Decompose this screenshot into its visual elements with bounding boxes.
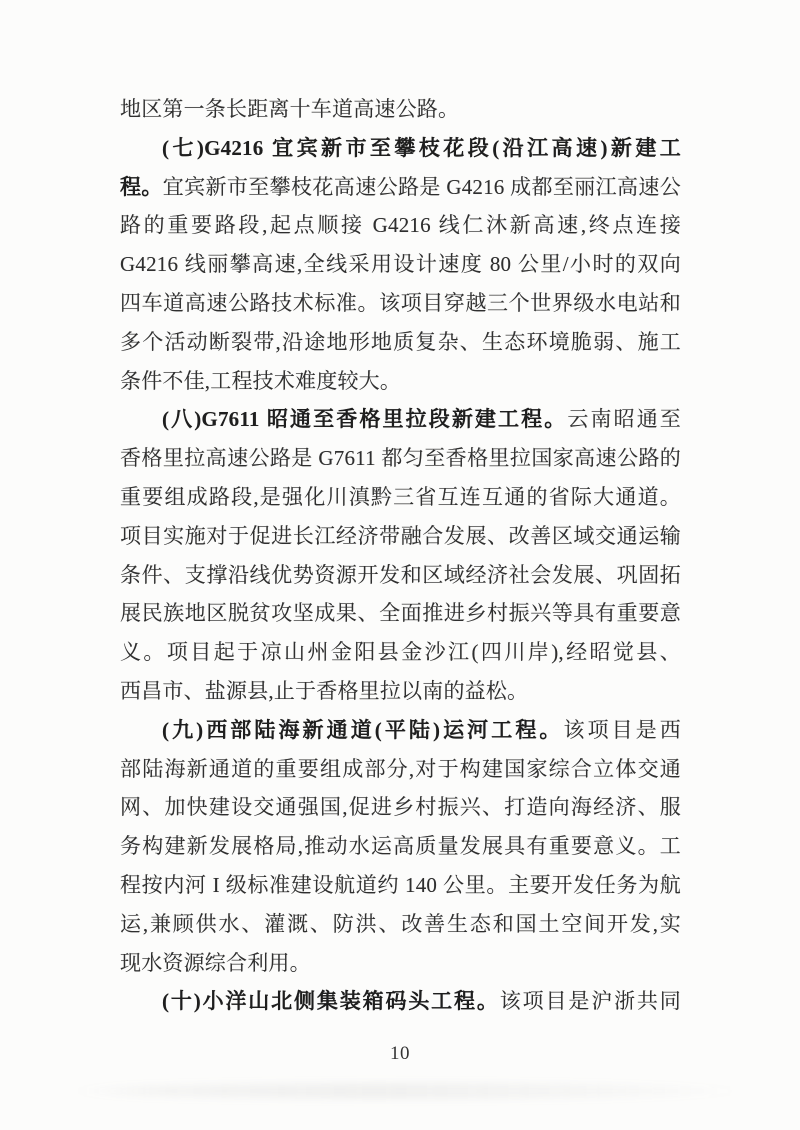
body-text-run: 该项目是沪浙共同 [499, 989, 681, 1014]
text-line [120, 556, 681, 595]
body-text-run: 现水资源综合利用。 [120, 950, 311, 975]
body-text-run: 四车道高速公路技术标准。该项目穿越三个世界级水电站和 [120, 290, 681, 315]
heading-text-run: (十)小洋山北侧集装箱码头工程。 [162, 989, 500, 1014]
body-text-run: 路的重要路段,起点顺接 G4216 线仁沐新高速,终点连接 [120, 213, 681, 238]
text-line [120, 905, 681, 944]
heading-text-run: 程。 [120, 174, 163, 199]
text-line [120, 478, 681, 517]
document-text-block [120, 90, 681, 1021]
text-line [120, 323, 681, 362]
text-line [120, 866, 681, 905]
body-text-run: 务构建新发展格局,推动水运高质量发展具有重要意义。工 [120, 834, 681, 859]
text-line [120, 594, 681, 633]
body-text-run: 条件不佳,工程技术难度较大。 [120, 368, 402, 393]
text-line [120, 206, 681, 245]
body-text-run: G4216 线丽攀高速,全线采用设计速度 80 公里/小时的双向 [120, 252, 681, 277]
body-text-run: 部陆海新通道的重要组成部分,对于构建国家综合立体交通 [120, 756, 681, 781]
body-text-run: 程按内河 I 级标准建设航道约 140 公里。主要开发任务为航 [120, 872, 681, 897]
body-text-run: 多个活动断裂带,沿途地形地质复杂、生态环境脆弱、施工 [120, 329, 681, 354]
text-line [120, 750, 681, 789]
text-line [120, 362, 681, 401]
body-text-run: 义。项目起于凉山州金阳县金沙江(四川岸),经昭觉县、 [120, 640, 681, 665]
text-line [120, 90, 681, 129]
text-line [120, 944, 681, 983]
body-text-run: 展民族地区脱贫攻坚成果、全面推进乡村振兴等具有重要意 [120, 601, 681, 626]
text-line [120, 827, 681, 866]
text-line [120, 633, 681, 672]
text-line [120, 168, 681, 207]
body-text-run: 宜宾新市至攀枝花高速公路是 G4216 成都至丽江高速公 [162, 174, 681, 199]
body-text-run: 项目实施对于促进长江经济带融合发展、改善区域交通运输 [120, 523, 681, 548]
text-line [120, 517, 681, 556]
scan-smudge-artifact [70, 1083, 750, 1099]
body-text-run: 重要组成路段,是强化川滇黔三省互连互通的省际大通道。 [120, 484, 681, 509]
text-line [120, 439, 681, 478]
body-text-run: 地区第一条长距离十车道高速公路。 [120, 97, 460, 121]
body-text-run: 云南昭通至 [567, 407, 682, 432]
text-line [120, 788, 681, 827]
body-text-run: 网、加快建设交通强国,促进乡村振兴、打造向海经济、服 [120, 795, 681, 820]
text-line [120, 672, 681, 711]
page-number: 10 [390, 1043, 410, 1064]
heading-text-run: (九)西部陆海新通道(平陆)运河工程。 [162, 717, 564, 742]
text-line [120, 245, 681, 284]
text-line [120, 400, 681, 439]
text-line [120, 982, 681, 1021]
body-text-run: 条件、支撑沿线优势资源开发和区域经济社会发展、巩固拓 [120, 562, 681, 587]
text-line [120, 284, 681, 323]
text-line [120, 711, 681, 750]
body-text-run: 香格里拉高速公路是 G7611 都匀至香格里拉国家高速公路的 [120, 446, 681, 471]
body-text-run: 运,兼顾供水、灌溉、防洪、改善生态和国土空间开发,实 [120, 911, 681, 936]
body-text-run: 该项目是西 [563, 717, 682, 742]
body-text-run: 西昌市、盐源县,止于香格里拉以南的益松。 [120, 678, 529, 703]
heading-text-run: (七)G4216 宜宾新市至攀枝花段(沿江高速)新建工 [162, 135, 681, 160]
heading-text-run: (八)G7611 昭通至香格里拉段新建工程。 [162, 407, 568, 432]
text-line [120, 129, 681, 168]
